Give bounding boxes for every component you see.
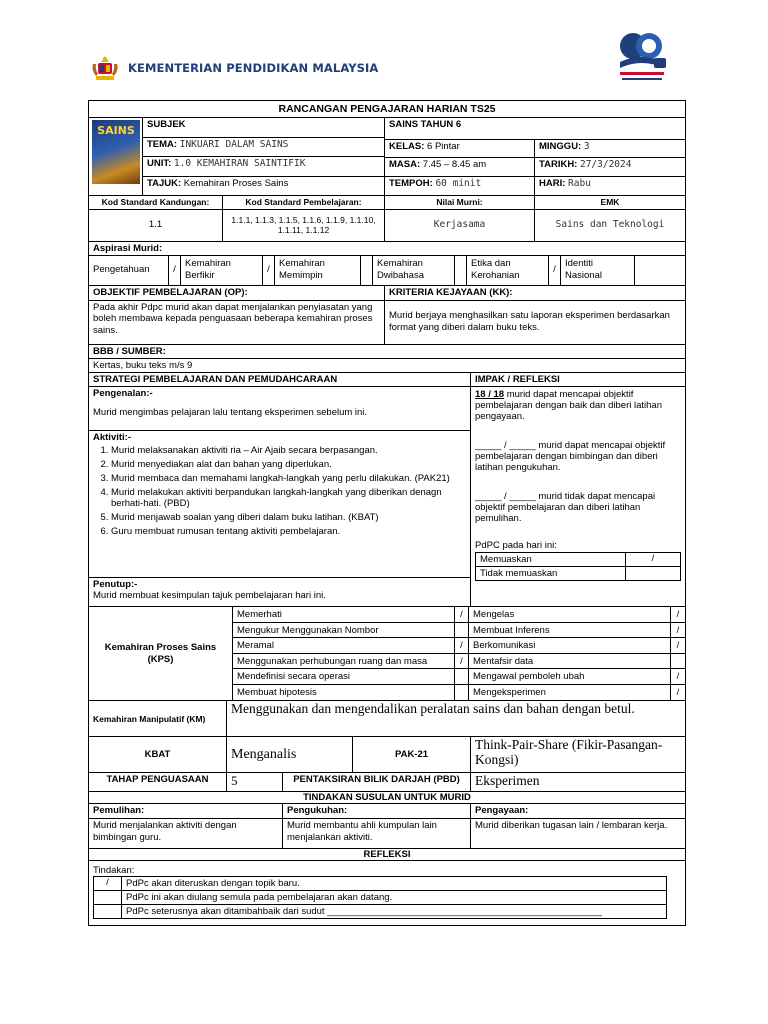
kk-text: Murid berjaya menghasilkan satu laporan eksperimen berdasarkan format yang diberi dalam buku teks. — [389, 310, 670, 333]
pdpc-option-label: Tidak memuaskan — [476, 567, 626, 580]
pak-value: Think-Pair-Share (Fikir-Pasangan-Kongsi) — [475, 737, 663, 768]
kps-item: Berkomunikasi — [469, 638, 671, 654]
kbat-label: KBAT — [89, 737, 227, 772]
bbb-text: Kertas, buku teks m/s 9 — [89, 359, 685, 373]
nilai-value: Kerjasama — [385, 210, 535, 241]
subjek-label: SUBJEK — [143, 118, 384, 138]
kps-item: Menggunakan perhubungan ruang dan masa — [233, 654, 455, 670]
pdpc-option-label: Memuaskan — [476, 553, 626, 566]
strategy-body — [89, 387, 685, 607]
bbb-label: BBB / SUMBER: — [89, 345, 685, 359]
kps-mark: / — [671, 607, 685, 623]
aspirasi-item-label: Etika dan Kerohanian — [467, 256, 549, 285]
book-cover — [89, 118, 143, 195]
pbd-label: PENTAKSIRAN BILIK DARJAH (PBD) — [283, 773, 471, 791]
kk-label: KRITERIA KEJAYAAN (KK): — [389, 286, 513, 298]
kps-item: Mengelas — [469, 607, 671, 623]
kps-mark: / — [671, 669, 685, 685]
ministry-title: KEMENTERIAN PENDIDIKAN MALAYSIA — [128, 61, 379, 75]
impak-1: 18 / 18 murid dapat mencapai objektif pembelajaran dengan baik dan diberi latihan pengayaan. — [475, 389, 662, 423]
strategy-column — [89, 387, 471, 606]
subject-right — [385, 118, 685, 195]
hari-row: HARI: Rabu — [539, 178, 591, 190]
followup-headers — [89, 804, 685, 819]
kps-mark — [455, 623, 469, 639]
kbat-row — [89, 737, 685, 773]
objective-headers — [89, 286, 685, 301]
subjek-value: SAINS TAHUN 6 — [385, 118, 685, 140]
aktiviti-section — [89, 431, 470, 578]
list-item: 5. Murid menjawab soalan yang diberi dalam buku latihan. (KBAT) — [111, 512, 466, 523]
tema-row: TEMA: INKUARI DALAM SAINS — [143, 138, 384, 158]
kps-mark — [455, 669, 469, 685]
refleksi-label: REFLEKSI — [89, 849, 685, 861]
kps-grid — [233, 607, 685, 700]
standards-values — [89, 210, 685, 242]
kps-item: Meramal — [233, 638, 455, 654]
aspirasi-mark: / — [169, 256, 181, 285]
class-info — [385, 140, 685, 196]
doc-title: RANCANGAN PENGAJARAN HARIAN TS25 — [89, 101, 685, 118]
pdpc-label: PdPC pada hari ini: — [475, 540, 557, 552]
aspirasi-mark: / — [549, 256, 561, 285]
kps-item: Mentafsir data — [469, 654, 671, 670]
pengukuhan-text: Murid membantu ahli kumpulan lain menjalankan aktiviti. — [283, 819, 471, 848]
tindakan-text: PdPc akan diteruskan dengan topik baru. — [126, 878, 300, 890]
kps-mark: / — [671, 638, 685, 654]
op-text: Pada akhir Pdpc murid akan dapat menjalankan penyiasatan yang boleh membawa kepada penguasaan beberapa kemahiran proses sains. — [89, 301, 385, 344]
aspirasi-mark: / — [263, 256, 275, 285]
kps-item: Mendefinisi secara operasi — [233, 669, 455, 685]
pengukuhan-label: Pengukuhan: — [283, 804, 471, 818]
aktiviti-label: Aktiviti:- — [93, 432, 131, 444]
impak-column — [471, 387, 685, 606]
kps-mark — [455, 685, 469, 701]
impak-2: _____ / _____ murid dapat mencapai objektif pembelajaran dengan bimbingan dan diberi latihan pengukuhan. — [475, 440, 666, 474]
pengayaan-label: Pengayaan: — [475, 805, 529, 817]
list-item: 4. Murid melakukan aktiviti berpandukan langkah-langkah yang diberikan denagn berhati-hati. (PBD) — [111, 487, 466, 509]
list-item: 6. Guru membuat rumusan tentang aktiviti pembelajaran. — [111, 526, 466, 537]
km-row — [89, 701, 685, 737]
list-item: 2. Murid menyediakan alat dan bahan yang diperlukan. — [111, 459, 466, 470]
tp-label: TAHAP PENGUASAAN — [89, 773, 227, 791]
unit-row: UNIT: 1.0 KEMAHIRAN SAINTIFIK — [143, 157, 384, 177]
tempoh-row: TEMPOH: 60 minit — [389, 178, 482, 190]
ksk-value: 1.1 — [89, 210, 223, 241]
aspirasi-mark — [361, 256, 373, 285]
pengenalan-label: Pengenalan:- — [93, 388, 153, 400]
tindakan-text: PdPc seterusnya akan ditambahbaik dari sudut ____________________________________________________ — [126, 906, 602, 918]
aspirasi-mark — [635, 256, 685, 285]
kps-item: Memerhati — [233, 607, 455, 623]
subject-block — [89, 118, 685, 196]
tindakan-label: Tindakan: — [93, 865, 135, 877]
tindakan-text: PdPc ini akan diulang semula pada pembelajaran akan datang. — [126, 892, 393, 904]
strategi-label: STRATEGI PEMBELAJARAN DAN PEMUDAHCARAAN — [89, 373, 471, 387]
kbat-value: Menganalis — [227, 737, 353, 772]
refleksi-body — [89, 861, 685, 925]
ksp-label: Kod Standard Pembelajaran: — [223, 196, 385, 209]
malaysia-crest-icon — [90, 54, 120, 82]
standards-header — [89, 196, 685, 210]
kps-mark: / — [676, 686, 680, 698]
aspirasi-item-label: Pengetahuan — [89, 256, 169, 285]
pengayaan-text: Murid diberikan tugasan lain / lembaran kerja. — [475, 820, 668, 832]
pengenalan-text: Murid mengimbas pelajaran lalu tentang eksperimen sebelum ini. — [93, 407, 368, 419]
pdpc-table — [475, 552, 681, 581]
aspirasi-mark — [455, 256, 467, 285]
lesson-plan-table — [88, 100, 686, 926]
kps-item: Membuat Inferens — [469, 623, 671, 639]
kps-item: Mengeksperimen — [469, 685, 671, 701]
ksk-label: Kod Standard Kandungan: — [89, 196, 223, 209]
nilai-label: Nilai Murni: — [385, 196, 535, 209]
aktiviti-list — [111, 445, 466, 537]
pbd-value: Eksperimen — [475, 773, 540, 789]
pak-label: PAK-21 — [353, 737, 471, 772]
aspirasi-item-label: Kemahiran Dwibahasa — [373, 256, 455, 285]
km-value: Menggunakan dan mengendalikan peralatan sains dan bahan dengan betul. — [231, 701, 635, 717]
pengenalan-section — [89, 387, 470, 431]
kps-mark: / — [455, 654, 469, 670]
tindakan-mark: / — [94, 877, 122, 890]
kps-mark: / — [455, 638, 469, 654]
tarikh-row: TARIKH: 27/3/2024 — [535, 158, 685, 177]
pemulihan-label: Pemulihan: — [89, 804, 283, 818]
aspirasi-item-label: Kemahiran Berfikir — [181, 256, 263, 285]
tindakan-table — [93, 876, 667, 919]
pemulihan-text: Murid menjalankan aktiviti dengan bimbingan guru. — [89, 819, 283, 848]
strategy-headers — [89, 373, 685, 388]
tindakan-susulan-label: TINDAKAN SUSULAN UNTUK MURID — [89, 792, 685, 804]
kelas-row: KELAS: 6 Pintar — [385, 140, 534, 159]
kps-block — [89, 607, 685, 701]
tindakan-mark — [94, 905, 122, 918]
emk-label: EMK — [600, 197, 620, 207]
kps-item: Mengukur Menggunakan Nombor — [233, 623, 455, 639]
aspirasi-item-label: Kemahiran Memimpin — [275, 256, 361, 285]
aspirasi-row — [89, 256, 685, 286]
book-cover-image: SAINS — [92, 120, 140, 184]
penutup-text: Murid membuat kesimpulan tajuk pembelajaran hari ini. — [93, 590, 326, 602]
aspirasi-item-label: Identiti Nasional — [561, 256, 635, 285]
impak-3: _____ / _____ murid tidak dapat mencapai objektif pembelajaran dan diberi latihan pemulihan. — [475, 491, 656, 525]
penutup-label: Penutup:- — [93, 579, 138, 591]
pdpc-mark: / — [651, 553, 655, 565]
kps-item: Mengawal pemboleh ubah — [469, 669, 671, 685]
ksp-value: 1.1.1, 1.1.3, 1.1.5, 1.1.6, 1.1.9, 1.1.10, 1.1.11, 1.1.12 — [223, 210, 385, 241]
masa-row: MASA: 7.45 – 8.45 am — [385, 158, 534, 177]
kps-mark: / — [671, 623, 685, 639]
tajuk-row: TAJUK: Kemahiran Proses Sains — [147, 177, 289, 189]
kps-label: Kemahiran Proses Sains (KPS) — [89, 607, 233, 700]
emk-value: Sains dan Teknologi — [555, 219, 665, 231]
followup-values — [89, 819, 685, 849]
minggu-row: MINGGU: 3 — [535, 140, 685, 159]
tindakan-mark — [94, 891, 122, 904]
aspirasi-label: Aspirasi Murid: — [89, 242, 685, 256]
kps-mark — [671, 654, 685, 670]
km-label: Kemahiran Manipulatif (KM) — [89, 701, 227, 736]
op-label: OBJEKTIF PEMBELAJARAN (OP): — [89, 286, 385, 300]
list-item: 3. Murid membaca dan memahami langkah-langkah yang perlu dilakukan. (PAK21) — [111, 473, 466, 484]
penutup-section — [89, 578, 470, 606]
kps-mark: / — [455, 607, 469, 623]
kps-item: Membuat hipotesis — [233, 685, 455, 701]
impak-label: IMPAK / REFLEKSI — [475, 373, 560, 385]
tp-row — [89, 773, 685, 792]
pdpc-mark — [626, 567, 680, 580]
ts25-logo-icon — [616, 24, 668, 86]
list-item: 1. Murid melaksanakan aktiviti ria – Air Ajaib secara berpasangan. — [111, 445, 466, 456]
subject-left — [143, 118, 385, 195]
tp-value: 5 — [227, 773, 283, 791]
objective-values — [89, 301, 685, 345]
ministry-header — [90, 54, 378, 82]
impak-count: 18 / 18 — [475, 389, 505, 401]
